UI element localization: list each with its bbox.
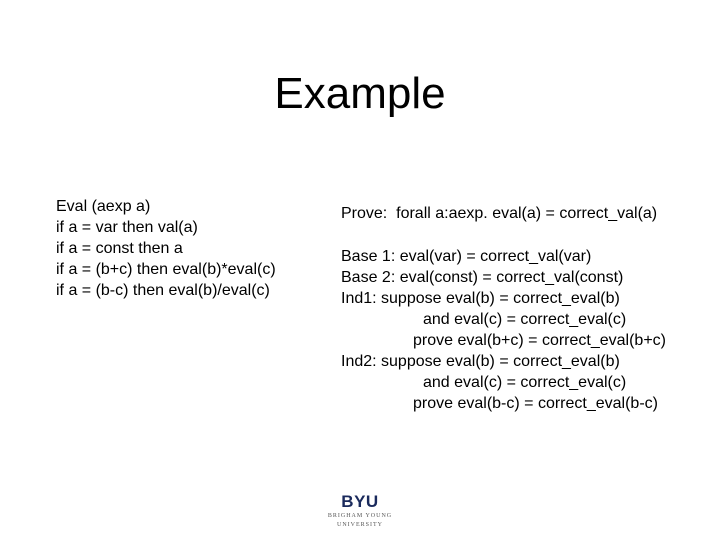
logo-subtitle-2: UNIVERSITY [337,522,383,528]
logo-subtitle-1: BRIGHAM YOUNG [327,513,393,519]
inductive-case-1-and: and eval(c) = correct_eval(c) [423,311,627,328]
spacer [341,224,711,246]
eval-line: if a = var then val(a) [56,219,198,236]
base-case-1: Base 1: eval(var) = correct_val(var) [341,248,592,265]
logo-wordmark: BYU [341,492,379,511]
eval-line: Eval (aexp a) [56,198,151,215]
slide-title: Example [274,69,446,118]
eval-definition [56,196,326,301]
inductive-case-2-and: and eval(c) = correct_eval(c) [423,374,627,391]
inductive-case-1-suppose: Ind1: suppose eval(b) = correct_eval(b) [341,290,620,307]
inductive-case-2-suppose: Ind2: suppose eval(b) = correct_eval(b) [341,353,620,370]
inductive-case-1-prove: prove eval(b+c) = correct_eval(b+c) [413,332,666,349]
byu-logo [318,492,402,532]
proof-block [341,203,711,414]
eval-line: if a = const then a [56,240,183,257]
eval-line: if a = (b+c) then eval(b)*eval(c) [56,261,276,278]
eval-line: if a = (b-c) then eval(b)/eval(c) [56,282,270,299]
inductive-case-2-prove: prove eval(b-c) = correct_eval(b-c) [413,395,658,412]
prove-statement: Prove: forall a:aexp. eval(a) = correct_val(a) [341,205,658,222]
base-case-2: Base 2: eval(const) = correct_val(const) [341,269,624,286]
